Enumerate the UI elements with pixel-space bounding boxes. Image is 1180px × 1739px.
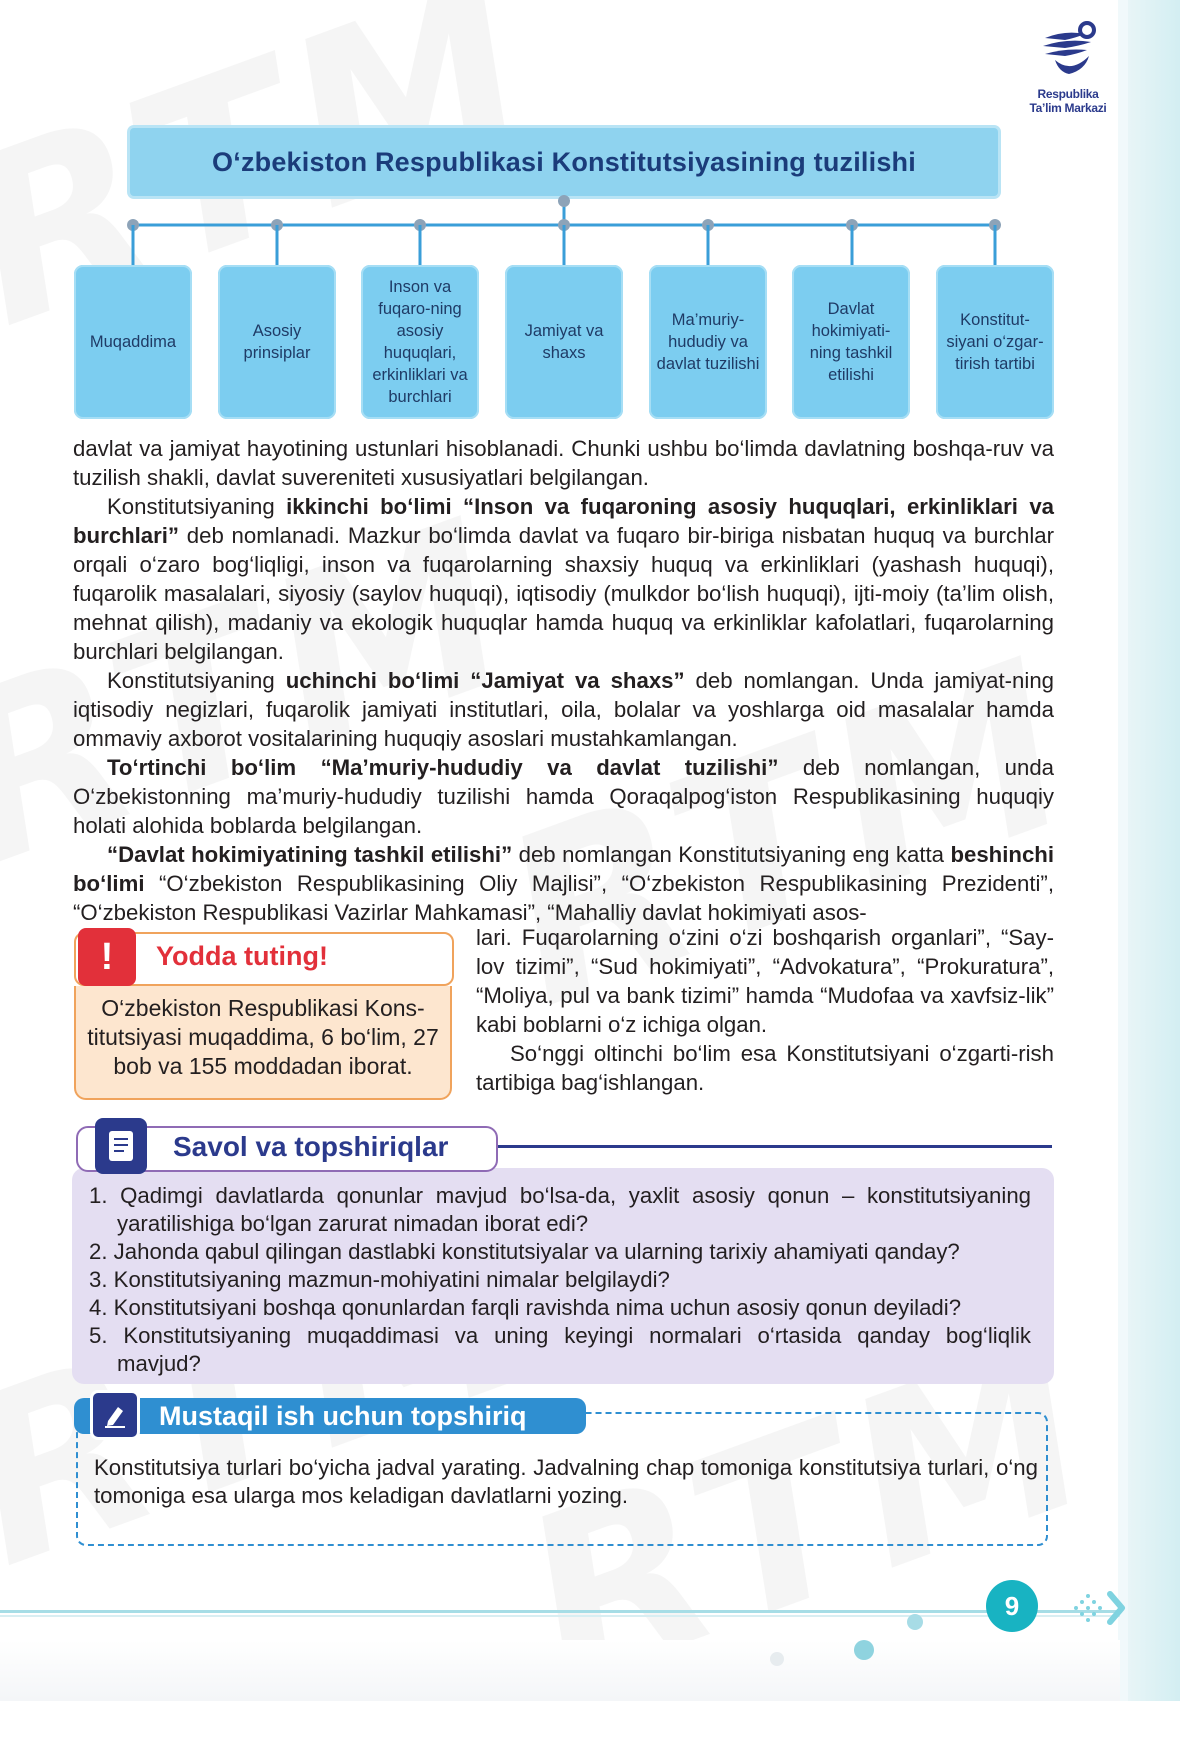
diagram-box-davlat-hokimiyati [792,265,910,419]
paragraph-2 [73,492,1054,666]
diagram-box-label: Jamiyat va shaxs [524,322,604,362]
decor-dot [854,1640,874,1660]
paragraph-5-continued: lari. Fuqarolarning o‘zini o‘zi boshqarish organlari”, “Say-lov tizimi”, “Sud hokimiyati”, “Advokatura”, “Prokuratura”, “Moliya, pul va bank tizimi” hamda “Mudofaa va xavfsiz-lik” kabi boblarni o‘z ichiga olgan. [476,925,1054,1037]
text: Konstitutsiyaning [107,494,287,519]
remember-title: Yodda tuting! [156,941,328,971]
footer-band [0,1640,1120,1701]
paragraph-3 [73,666,1054,753]
diagram-box-asosiy-prinsiplar [218,265,336,419]
text: deb nomlangan Konstitutsiyaning eng katta [512,842,951,867]
right-margin-strip [1128,0,1180,1701]
decor-dot [770,1652,784,1666]
page-number: 9 [986,1580,1038,1632]
diagram-boxes [74,265,1056,420]
diagram-box-muqaddima [74,265,192,419]
bold-text: To‘rtinchi bo‘lim “Ma’muriy-hududiy va davlat tuzilishi” [107,755,779,780]
next-arrows-icon [1070,1588,1134,1628]
logo [1008,16,1128,115]
diagram-box-mamuriy-hududiy [649,265,767,419]
paragraph-4 [73,753,1054,840]
logo-line-1: Respublika [1037,87,1099,101]
diagram-box-label: Muqaddima [89,333,177,351]
diagram-box-label: Inson va fuqaro-ning asosiy huquqlari, erkinliklari va burchlari [372,278,468,406]
remember-box [74,932,454,1100]
text: deb nomlangan, unda O‘zbekistonning ma’muriy-hududiy tuzilishi hamda Qoraqalpog‘iston Respublikasining huquqiy holati alohida boblarda belgilangan. [73,755,1054,838]
diagram-box-label: Asosiy prinsiplar [243,322,311,362]
body-text [73,434,1054,927]
question-item: 3. Konstitutsiyaning mazmun-mohiyatini nimalar belgilaydi? [89,1267,670,1292]
diagram-box-label: Davlat hokimiyati-ning tashkil etilishi [809,300,893,384]
questions-list [89,1182,1031,1378]
diagram-box-jamiyat-shaxs [505,265,623,419]
question-item: 2. Jahonda qabul qilingan dastlabki konstitutsiyalar va ularning tarixiy ahamiyati qanday? [89,1239,960,1264]
pen-icon [90,1390,140,1440]
exclamation-person-icon: ! [78,928,136,986]
independent-task-text: Konstitutsiya turlari bo‘yicha jadval yarating. Jadvalning chap tomoniga konstitutsiya turlari, o‘ng tomoniga esa ularga mos keladigan davlatlarni yozing. [94,1455,1038,1508]
diagram-box-label: Konstitut-siyani o‘zgar-tirish tartibi [946,311,1044,373]
bold-text: uchinchi bo‘limi “Jamiyat va shaxs” [285,668,685,693]
document-glyph-icon [106,1128,136,1164]
question-item: 4. Konstitutsiyani boshqa qonunlardan farqli ravishda nima uchun asosiy qonun deyiladi? [89,1295,962,1320]
independent-task-title: Mustaqil ish uchun topshiriq [159,1401,527,1431]
footer-rule [0,1610,1120,1613]
diagram-title-banner [130,128,998,196]
decor-dot [907,1614,923,1630]
question-item: 5. Konstitutsiyaning muqaddimasi va uning keyingi normalari o‘rtasida qanday bog‘liqlik mavjud? [89,1323,1031,1376]
question-item: 1. Qadimgi davlatlarda qonunlar mavjud bo‘lsa-da, yaxlit asosiy qonun – konstitutsiyaning yaratilishiga bo‘lgan zarurat nimadan iborat edi? [89,1183,1031,1236]
logo-line-2: Ta’lim Markazi [1029,101,1107,115]
paragraph-6: So‘nggi oltinchi bo‘lim esa Konstitutsiyani o‘zgarti-rish tartibiga bag‘ishlangan. [476,1041,1054,1095]
questions-rule [486,1145,1052,1148]
remember-text: O‘zbekiston Respublikasi Kons-titutsiyasi muqaddima, 6 bo‘lim, 27 bob va 155 moddadan iborat. [74,986,452,1100]
bold-text: ikkinchi bo‘limi “Inson va fuqaroning asosiy huquqlari, erkinliklari va burchlari” [73,494,1055,548]
bold-text: “Davlat hokimiyatining tashkil etilishi” [107,842,513,867]
text: deb nomlangan. Unda jamiyat-ning iqtisodiy negizlari, fuqarolik jamiyati institutlari, oila, bolalar va yoshlarga oid masalalar hamda ommaviy axborot vositalarining huquqiy asoslari mustahkamlangan. [73,668,1054,751]
document-icon [95,1118,147,1174]
questions-title: Savol va topshiriqlar [173,1131,449,1162]
text: “O‘zbekiston Respublikasining Oliy Majlisi”, “O‘zbekiston Respublikasining Prezidenti”, “O‘zbekiston Respublikasi Vazirlar Mahkamasi”, “Mahalliy davlat hokimiyati asos- [73,871,1054,925]
bird-logo-icon [1035,16,1101,82]
diagram-title: O‘zbekiston Respublikasi Konstitutsiyasining tuzilishi [212,146,916,177]
body-text-wrapped [476,923,1054,1097]
text: deb nomlanadi. Mazkur bo‘limda davlat va fuqaro bir-biriga nisbatan huquq va burchlar orqali o‘zaro bog‘liqligi, inson va fuqarolarning shaxsiy huquq va erkinliklari (yashash huquqi), fuqarolik masalalari, siyosiy (saylov huquqi), iqtisodiy (mulkdor bo‘lish huquqi), ijti-moiy (ta’lim olish, mehnat qilish), madaniy va ekologik huquqlar hamda huquq va erkinliklar kafolatlari, fuqarolarning burchlari belgilangan. [73,523,1054,664]
paragraph-1: davlat va jamiyat hayotining ustunlari hisoblanadi. Chunki ushbu bo‘limda davlatning boshqa-ruv va tuzilish shakli, davlat suvereniteti xususiyatlari belgilangan. [73,436,1054,490]
bold-text: beshinchi bo‘limi [73,842,1055,896]
paragraph-5 [73,840,1054,927]
pen-glyph-icon [102,1401,128,1429]
diagram-box-inson-huquqlari [361,265,479,419]
text: Konstitutsiyaning [107,668,286,693]
diagram-box-label: Ma’muriy-hududiy va davlat tuzilishi [656,311,760,373]
diagram-box-ozgartirish-tartibi [936,265,1054,419]
right-margin-strip-inner [1118,0,1128,1701]
footer-rule-light [0,1615,1120,1617]
